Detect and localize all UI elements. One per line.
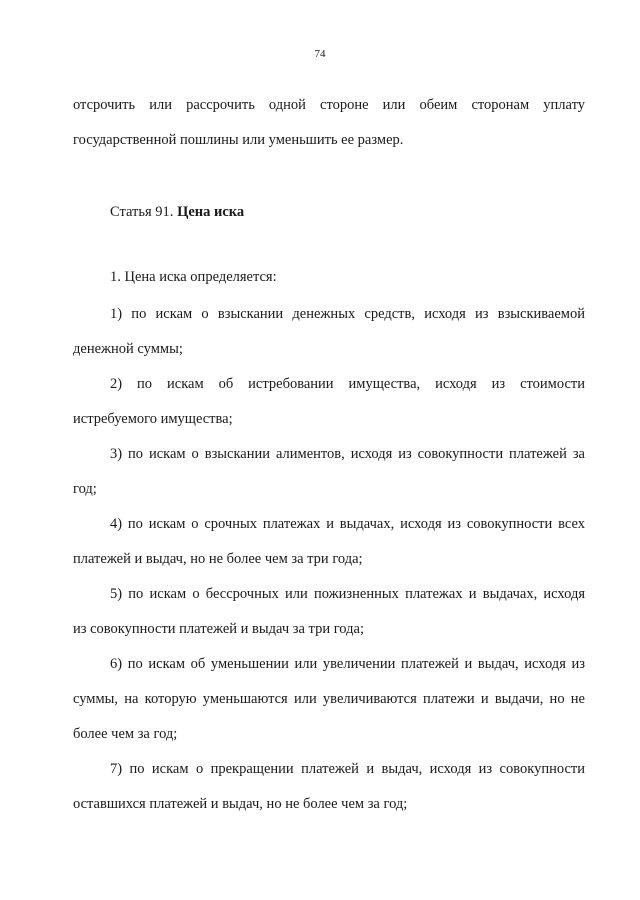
paragraph-line: отсрочить или рассрочить одной стороне или обеим сторонам уплату — [73, 97, 585, 113]
list-item-continuation: оставшихся платежей и выдач, но не более чем за год; — [73, 796, 408, 812]
list-item-continuation: платежей и выдач, но не более чем за три года; — [73, 551, 363, 567]
list-item-continuation: более чем за год; — [73, 726, 178, 742]
article-title: Цена иска — [177, 204, 245, 220]
article-heading — [110, 203, 244, 221]
list-item-continuation: денежной суммы; — [73, 341, 183, 357]
list-item: 1. Цена иска определяется: — [110, 269, 277, 285]
article-number: Статья 91. — [110, 204, 174, 220]
list-item: 1) по искам о взыскании денежных средств, исходя из взыскиваемой — [110, 306, 585, 322]
list-item: 5) по искам о бессрочных или пожизненных платежах и выдачах, исходя — [110, 586, 585, 602]
list-item: 4) по искам о срочных платежах и выдачах, исходя из совокупности всех — [110, 516, 585, 532]
list-item-continuation: суммы, на которую уменьшаются или увеличиваются платежи и выдачи, но не — [73, 691, 585, 707]
list-item-continuation: из совокупности платежей и выдач за три года; — [73, 621, 364, 637]
list-item-continuation: год; — [73, 481, 97, 497]
list-item: 7) по искам о прекращении платежей и выдач, исходя из совокупности — [110, 761, 585, 777]
list-item: 3) по искам о взыскании алиментов, исходя из совокупности платежей за — [110, 446, 585, 462]
list-item: 2) по искам об истребовании имущества, исходя из стоимости — [110, 376, 585, 392]
paragraph-line: государственной пошлины или уменьшить ее размер. — [73, 132, 404, 148]
list-item: 6) по искам об уменьшении или увеличении платежей и выдач, исходя из — [110, 656, 585, 672]
list-item-continuation: истребуемого имущества; — [73, 411, 233, 427]
page-number: 74 — [314, 48, 326, 60]
